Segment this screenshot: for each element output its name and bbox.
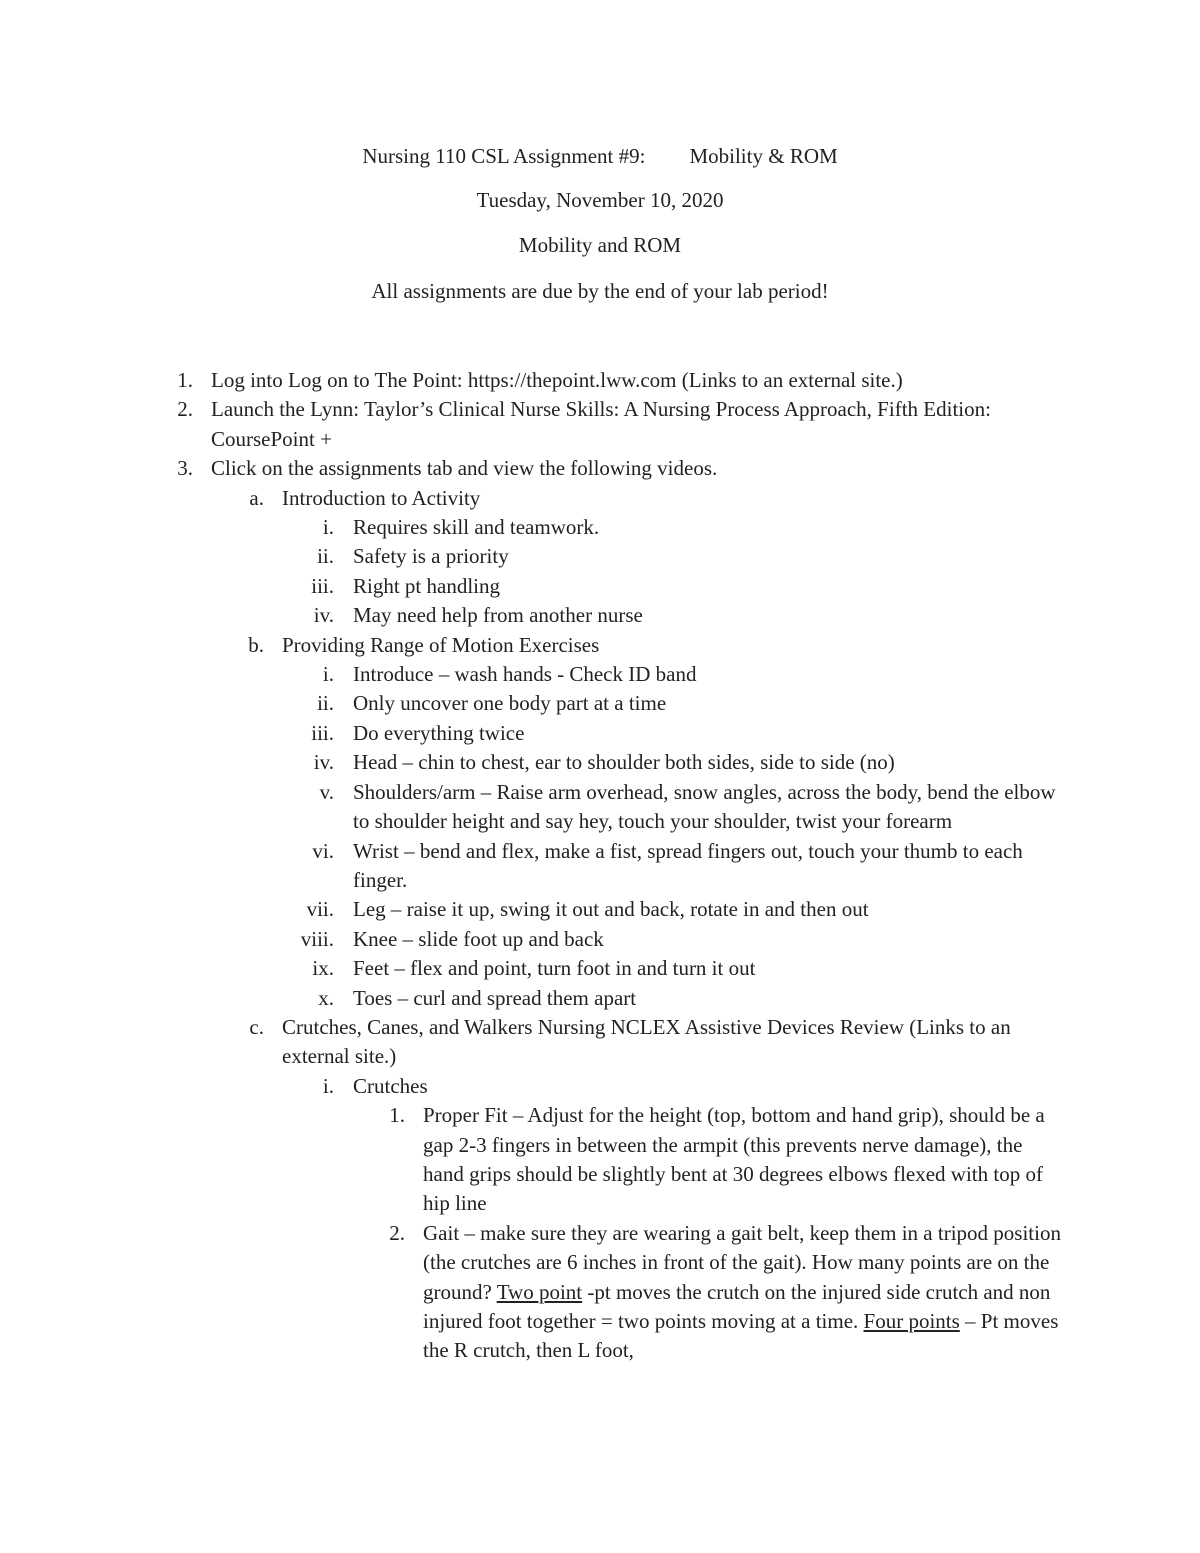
list-item (0, 366, 1200, 395)
four-points-term: Four points (863, 1309, 960, 1333)
list-text: May need help from another nurse (353, 603, 643, 628)
list-text: Shoulders/arm – Raise arm overhead, snow angles, across the body, bend the elbow to shoulder height and say hey, touch your shoulder, twist your forearm (353, 779, 1056, 834)
list-text: Do everything twice (353, 720, 525, 745)
list-text: Right pt handling (353, 573, 500, 598)
list-marker: iv. (313, 603, 334, 628)
list-item (0, 513, 1200, 542)
list-item (0, 719, 1200, 748)
list-marker: vii. (306, 897, 334, 922)
list-item (0, 778, 1200, 837)
list-marker: i. (322, 1073, 334, 1098)
gait-text-3: – Pt moves the R crutch, then L foot, (423, 1309, 1059, 1363)
list-marker: iii. (311, 573, 334, 598)
list-marker: 1. (177, 368, 193, 392)
title-topic: Mobility & ROM (689, 144, 838, 168)
list-item (0, 954, 1200, 983)
list-item (0, 1101, 1200, 1219)
list-marker: v. (319, 779, 334, 804)
list-item (0, 454, 1200, 483)
list-marker: c. (249, 1014, 264, 1039)
list-marker: a. (249, 485, 264, 510)
subsection-title: Crutches (353, 1073, 428, 1098)
list-text: Click on the assignments tab and view the following videos. (211, 456, 718, 481)
assignment-steps (0, 366, 1200, 1366)
list-text: Only uncover one body part at a time (353, 691, 667, 716)
list-marker: x. (318, 985, 334, 1010)
list-text: Requires skill and teamwork. (353, 515, 600, 540)
list-marker: 2. (389, 1220, 405, 1245)
gait-text-1: Gait – make sure they are wearing a gait belt, keep them in a tripod position (the crutches are 6 inches in front of the gait). How many points are on the ground? (423, 1220, 1061, 1304)
document-title (0, 142, 1200, 171)
list-text: Toes – curl and spread them apart (353, 985, 637, 1010)
document-date: Tuesday, November 10, 2020 (476, 188, 724, 212)
list-marker: ii. (317, 691, 334, 716)
list-text: Knee – slide foot up and back (353, 926, 604, 951)
subsection-heading (0, 1072, 1200, 1101)
list-marker: ii. (317, 544, 334, 569)
list-text: Leg – raise it up, swing it out and back, rotate in and then out (353, 897, 869, 922)
list-marker: 3. (177, 456, 193, 481)
list-item (0, 748, 1200, 777)
section-title: Providing Range of Motion Exercises (282, 632, 600, 657)
section-heading (0, 1013, 1200, 1072)
list-item (0, 572, 1200, 601)
list-item (0, 895, 1200, 924)
list-item (0, 1219, 1200, 1366)
list-text: Introduce – wash hands - Check ID band (353, 662, 697, 687)
list-marker: b. (248, 632, 264, 657)
list-text: Proper Fit – Adjust for the height (top, bottom and hand grip), should be a gap 2-3 fingers in between the armpit (this prevents nerve damage), the hand grips should be slightly bent at 30 degrees elbows flexed with top of hip line (423, 1103, 1045, 1216)
document-subtitle: Mobility and ROM (518, 233, 682, 257)
section-title: Introduction to Activity (282, 485, 481, 510)
list-item (0, 837, 1200, 896)
list-marker: 1. (389, 1103, 405, 1128)
list-item (0, 925, 1200, 954)
list-item (0, 542, 1200, 571)
title-course: Nursing 110 CSL Assignment #9: (362, 144, 646, 168)
list-marker: iii. (311, 720, 334, 745)
list-item (0, 689, 1200, 718)
list-marker: iv. (313, 750, 334, 775)
list-item (0, 984, 1200, 1013)
two-point-term: Two point (496, 1279, 583, 1304)
list-text: Feet – flex and point, turn foot in and turn it out (353, 956, 756, 981)
gait-text-2: -pt moves the crutch on the injured side crutch and non injured foot together = two points moving at a time. (423, 1279, 1051, 1333)
list-text: Log into Log on to The Point: https://thepoint.lww.com (Links to an external site.) (211, 368, 903, 392)
list-text: Safety is a priority (353, 544, 509, 569)
list-marker: viii. (300, 926, 334, 951)
list-item (0, 395, 1200, 454)
section-heading (0, 484, 1200, 513)
list-marker: i. (322, 515, 334, 540)
list-item (0, 660, 1200, 689)
section-title: Crutches, Canes, and Walkers Nursing NCLEX Assistive Devices Review (Links to an external site.) (282, 1014, 1011, 1069)
list-marker: 2. (177, 397, 193, 422)
list-text: Launch the Lynn: Taylor’s Clinical Nurse Skills: A Nursing Process Approach, Fifth Edition: CoursePoint + (211, 397, 991, 451)
list-marker: i. (322, 662, 334, 687)
due-note: All assignments are due by the end of your lab period! (371, 279, 829, 303)
list-text (423, 1219, 1068, 1366)
section-heading (0, 631, 1200, 660)
list-text: Head – chin to chest, ear to shoulder both sides, side to side (no) (353, 750, 895, 775)
list-text: Wrist – bend and flex, make a fist, spread fingers out, touch your thumb to each finger. (353, 838, 1023, 892)
list-marker: ix. (312, 956, 334, 981)
list-item (0, 601, 1200, 630)
list-marker: vi. (312, 838, 334, 863)
